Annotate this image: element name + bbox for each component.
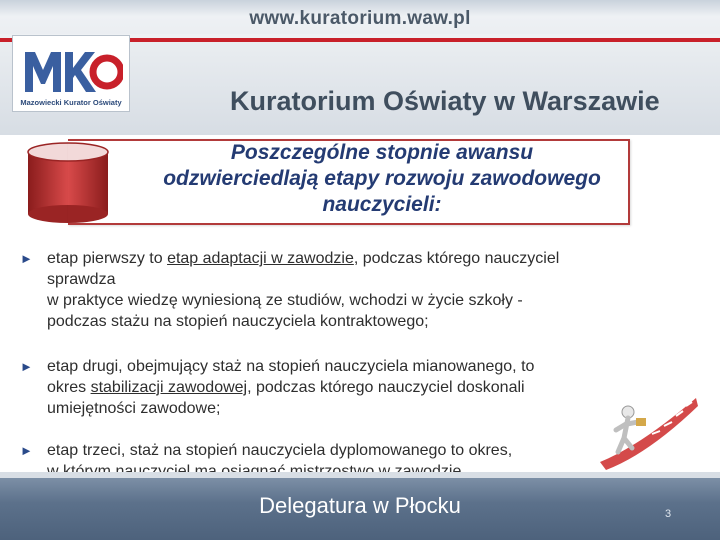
footer-title: Delegatura w Płocku bbox=[259, 493, 461, 518]
right-triangle-icon: ► bbox=[20, 251, 33, 266]
bullet-text: podczas stażu na stopień nauczyciela kontraktowego; bbox=[47, 313, 429, 330]
title-line: odzwierciedlają etapy rozwoju zawodowego bbox=[163, 167, 601, 190]
title-line: Poszczególne stopnie awansu bbox=[230, 141, 534, 164]
bullet-link[interactable]: stabilizacji zawodowej bbox=[90, 379, 248, 396]
bullet-text: okres bbox=[47, 379, 91, 396]
bullet-text: etap trzeci, staż na stopień nauczyciela dyplomowanego to okres, bbox=[47, 442, 513, 459]
bullet-text: sprawdza bbox=[47, 271, 116, 288]
mko-logo bbox=[12, 35, 130, 112]
title-line: nauczycieli: bbox=[322, 193, 442, 216]
climbing-figure-icon bbox=[600, 390, 700, 470]
page-number: 3 bbox=[665, 508, 672, 520]
bullet-text: etap pierwszy to bbox=[47, 250, 168, 267]
right-triangle-icon: ► bbox=[20, 443, 33, 458]
bullet-text: , podczas którego nauczyciel doskonali bbox=[247, 379, 525, 396]
org-title: Kuratorium Oświaty w Warszawie bbox=[230, 86, 660, 116]
bullet-link[interactable]: etap adaptacji w zawodzie bbox=[167, 250, 354, 267]
mko-logo-icon bbox=[19, 40, 123, 98]
bullet-item bbox=[20, 248, 700, 332]
bullet-text: , podczas którego nauczyciel bbox=[353, 250, 560, 267]
bullet-item bbox=[20, 356, 700, 419]
bullet-text: etap drugi, obejmujący staż na stopień nauczyciela mianowanego, to bbox=[47, 358, 535, 375]
logo-caption: Mazowiecki Kurator Oświaty bbox=[20, 98, 122, 107]
right-triangle-icon: ► bbox=[20, 359, 33, 374]
bullet-text: umiejętności zawodowe; bbox=[47, 400, 221, 417]
bullet-text: w praktyce wiedzę wyniesioną ze studiów, wchodzi w życie szkoły - bbox=[47, 292, 523, 309]
site-url[interactable]: www.kuratorium.waw.pl bbox=[249, 8, 471, 29]
slide-title bbox=[72, 140, 692, 218]
